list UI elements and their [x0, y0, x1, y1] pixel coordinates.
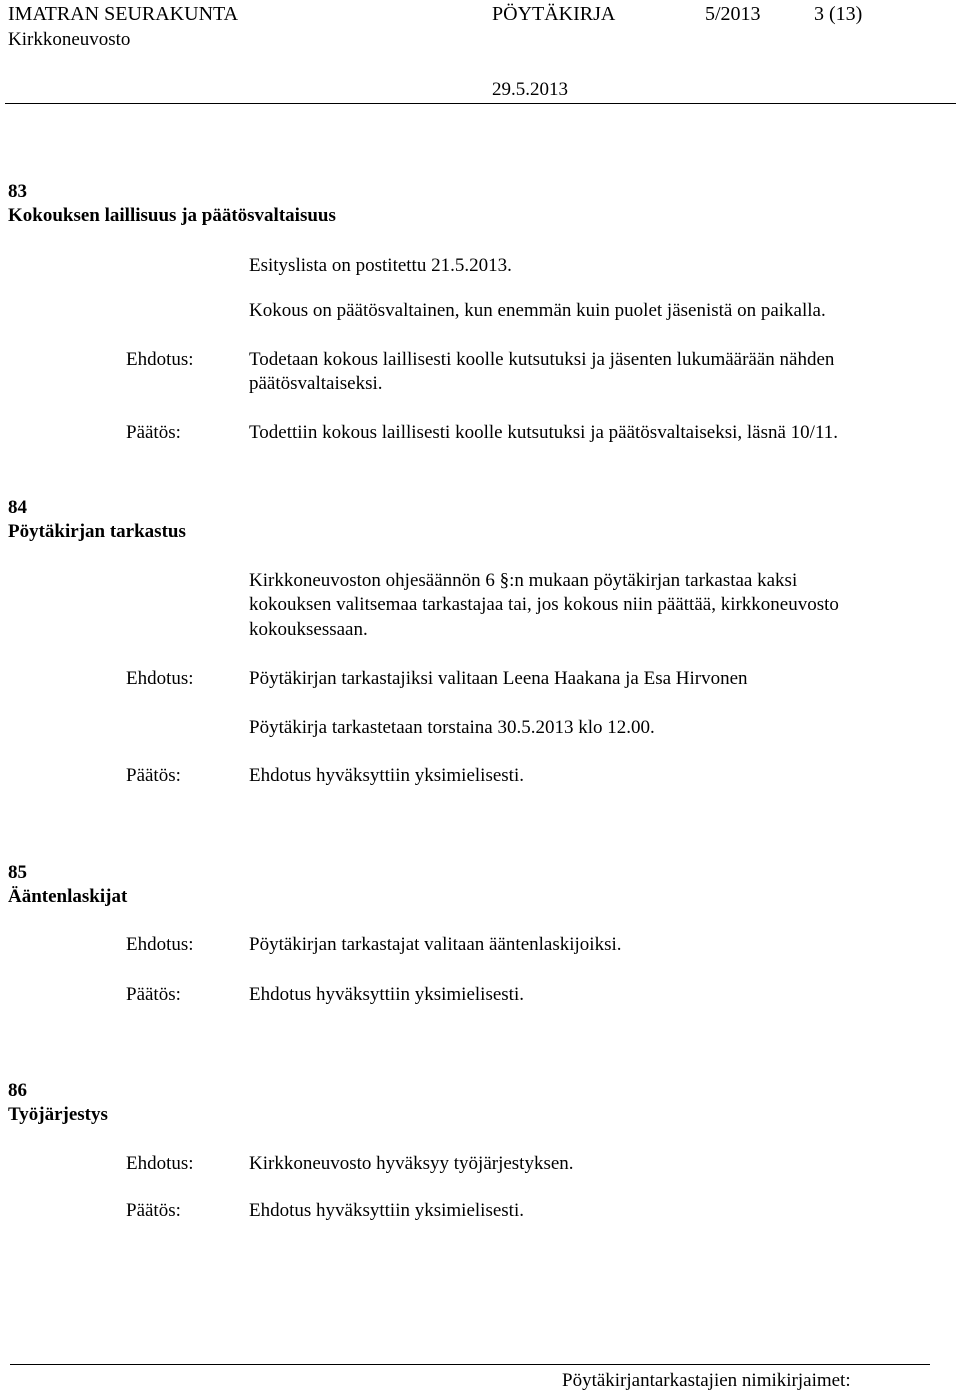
section-number: 83	[8, 181, 27, 202]
signatures-label: Pöytäkirjantarkastajien nimikirjaimet:	[562, 1370, 851, 1391]
proposal-text: Todetaan kokous laillisesti koolle kutsutuksi ja jäsenten lukumäärään nähden	[249, 349, 835, 370]
decision-text: Ehdotus hyväksyttiin yksimielisesti.	[249, 1200, 524, 1221]
section-text: Esityslista on postitettu 21.5.2013.	[249, 255, 512, 276]
section-title: Työjärjestys	[8, 1104, 108, 1125]
proposal-text: Pöytäkirjan tarkastajat valitaan ääntenlaskijoiksi.	[249, 934, 622, 955]
doc-type: PÖYTÄKIRJA	[492, 3, 616, 25]
meeting-date: 29.5.2013	[492, 79, 568, 100]
header-divider	[5, 103, 956, 104]
proposal-label: Ehdotus:	[126, 668, 194, 689]
section-title: Ääntenlaskijat	[8, 886, 128, 907]
decision-text: Todettiin kokous laillisesti koolle kutsutuksi ja päätösvaltaiseksi, läsnä 10/11.	[249, 422, 839, 443]
decision-label: Päätös:	[126, 422, 181, 443]
section-number: 85	[8, 862, 27, 883]
section-text: Kokous on päätösvaltainen, kun enemmän kuin puolet jäsenistä on paikalla.	[249, 300, 826, 321]
page-number: 3 (13)	[814, 3, 863, 25]
section-number: 84	[8, 497, 27, 518]
decision-label: Päätös:	[126, 1200, 181, 1221]
decision-text: Ehdotus hyväksyttiin yksimielisesti.	[249, 984, 524, 1005]
decision-text: Ehdotus hyväksyttiin yksimielisesti.	[249, 765, 524, 786]
section-text: kokouksen valitsemaa tarkastajaa tai, jos kokous niin päättää, kirkkoneuvosto	[249, 594, 839, 615]
proposal-label: Ehdotus:	[126, 934, 194, 955]
proposal-text: päätösvaltaiseksi.	[249, 373, 383, 394]
section-number: 86	[8, 1080, 27, 1101]
decision-label: Päätös:	[126, 984, 181, 1005]
org-name: IMATRAN SEURAKUNTA	[8, 3, 239, 25]
section-text: kokouksessaan.	[249, 619, 368, 640]
body-name: Kirkkoneuvosto	[8, 29, 131, 50]
proposal-label: Ehdotus:	[126, 1153, 194, 1174]
doc-number: 5/2013	[705, 3, 761, 25]
section-text: Kirkkoneuvoston ohjesäännön 6 §:n mukaan pöytäkirjan tarkastaa kaksi	[249, 570, 798, 591]
proposal-text: Pöytäkirja tarkastetaan torstaina 30.5.2013 klo 12.00.	[249, 717, 655, 738]
proposal-text: Pöytäkirjan tarkastajiksi valitaan Leena Haakana ja Esa Hirvonen	[249, 668, 748, 689]
section-title: Kokouksen laillisuus ja päätösvaltaisuus	[8, 205, 336, 226]
section-title: Pöytäkirjan tarkastus	[8, 521, 186, 542]
proposal-label: Ehdotus:	[126, 349, 194, 370]
decision-label: Päätös:	[126, 765, 181, 786]
footer-divider	[10, 1364, 930, 1365]
proposal-text: Kirkkoneuvosto hyväksyy työjärjestyksen.	[249, 1153, 574, 1174]
